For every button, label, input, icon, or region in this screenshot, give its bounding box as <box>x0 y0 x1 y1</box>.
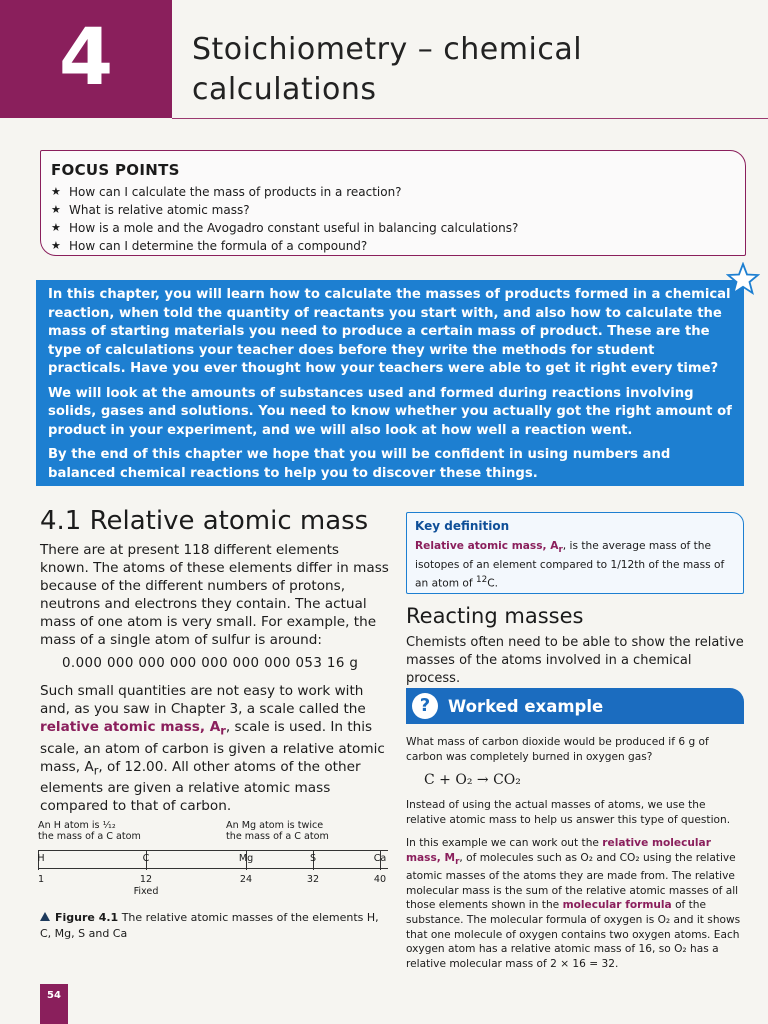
para2-text-a: Such small quantities are not easy to work with and, as you saw in Chapter 3, a scale called the <box>40 683 366 717</box>
focus-point-text: What is relative atomic mass? <box>69 203 250 217</box>
key-definition-text <box>415 539 735 592</box>
h-atom-note-line1: An H atom is ¹⁄₁₂ <box>38 820 116 831</box>
star-bullet-icon: ★ <box>51 239 61 252</box>
relative-atomic-mass-term <box>40 719 226 738</box>
fixed-label: Fixed <box>133 886 159 897</box>
triangle-caption-icon <box>40 912 50 921</box>
para2-text-b: , scale is used. In this scale, an atom of carbon is given a relative atomic mass, A <box>40 719 385 775</box>
focus-point-text: How can I determine the formula of a compound? <box>69 239 368 253</box>
molecular-formula-term: molecular formula <box>562 899 672 912</box>
star-bullet-icon: ★ <box>51 203 61 216</box>
sulfur-atom-mass: 0.000 000 000 000 000 000 000 053 16 g <box>62 656 359 671</box>
star-bullet-icon: ★ <box>51 221 61 234</box>
focus-point <box>51 237 745 255</box>
element-label-ca: Ca <box>373 853 387 864</box>
mass-value-h: 1 <box>37 874 45 885</box>
caption-text: The relative atomic masses of the elements H, C, Mg, S and Ca <box>40 911 379 940</box>
mg-atom-note-line2: the mass of a C atom <box>226 831 329 842</box>
key-definition-box <box>406 512 744 594</box>
chapter-number: 4 <box>58 13 114 103</box>
para2-text-a: In this example we can work out the <box>406 837 603 849</box>
worked-example-title: Worked example <box>448 697 604 716</box>
section-title: 4.1 Relative atomic mass <box>40 506 369 536</box>
ar-subscript: r <box>93 763 99 778</box>
page-number: 54 <box>40 984 68 1024</box>
key-definition-term <box>415 540 563 556</box>
mass-value-ca: 40 <box>373 874 387 885</box>
mass-value-s: 32 <box>306 874 320 885</box>
isotope-element: C. <box>487 577 498 590</box>
intro-paragraph: We will look at the amounts of substances used and formed during reactions involving solids, gases and solutions. You need to know whether you actually got the right amount of product in your experiment, and we will also look at how well a reaction went. <box>48 385 732 438</box>
mass-value-mg: 24 <box>239 874 253 885</box>
element-label-h: H <box>37 853 45 864</box>
worked-example-question: What mass of carbon dioxide would be produced if 6 g of carbon was completely burned in oxygen gas? <box>406 736 709 763</box>
focus-point <box>51 201 745 219</box>
element-label-s: S <box>309 853 317 864</box>
reacting-masses-text: Chemists often need to be able to show the relative masses of the atoms involved in a chemical process. <box>406 635 744 686</box>
term-subscript: r <box>558 545 563 556</box>
chapter-title-line1: Stoichiometry – chemical <box>192 32 583 67</box>
star-bullet-icon: ★ <box>51 185 61 198</box>
para2-text-b: , of molecules such as O₂ and CO₂ using the relative atomic masses of the atoms they are made from. The relative molecular mass is the sum of the relative atomic masses of all those elements shown in the <box>406 851 739 912</box>
caption-label: Figure 4.1 <box>55 911 119 924</box>
intro-paragraph: By the end of this chapter we hope that you will be confident in using numbers and balanced chemical reactions to help you to discover these things. <box>48 447 671 481</box>
focus-points-list <box>41 183 745 255</box>
mg-atom-note <box>226 820 329 842</box>
focus-point-text: How is a mole and the Avogadro constant useful in balancing calculations? <box>69 221 519 235</box>
figure-caption <box>40 910 380 942</box>
para2-text-c: , of 12.00. All other atoms of the other elements are given a relative atomic mass compared to that of carbon. <box>40 758 361 815</box>
mass-scale-line <box>38 868 388 869</box>
chapter-title <box>192 30 752 110</box>
star-outline-icon <box>726 262 760 296</box>
focus-points-box <box>40 150 746 256</box>
isotope-superscript: 12 <box>475 575 488 586</box>
term-subscript: r <box>455 856 460 867</box>
definition-body: , is the average mass of the isotopes of an element compared to 1/12th of the mass of an atom of <box>415 540 725 590</box>
element-label-mg: Mg <box>238 853 254 864</box>
section-paragraph-1: There are at present 118 different elements known. The atoms of these elements differ in mass because of the different numbers of protons, neutrons and electrons they contain. The actual mass of one atom is very small. For example, the mass of a single atom of sulfur is around: <box>40 542 389 648</box>
focus-point <box>51 219 745 237</box>
element-label-c: C <box>142 853 150 864</box>
focus-point <box>51 183 745 201</box>
para2-text-c: of the substance. The molecular formula of oxygen is O₂ and it shows that one molecule of oxygen contains two oxygen atoms. Each oxygen atom has a relative atomic mass of 16, so O₂ has a relative molecular mass of 2 × 16 = 32. <box>406 899 741 970</box>
reacting-masses-title: Reacting masses <box>406 604 584 628</box>
section-paragraph-2 <box>40 682 390 815</box>
question-mark-icon: ? <box>412 693 438 719</box>
element-scale-line <box>38 850 388 851</box>
term-subscript: r <box>220 723 226 738</box>
h-atom-note <box>38 820 141 842</box>
chapter-intro-box <box>36 280 744 486</box>
chapter-rule <box>172 118 768 119</box>
worked-example-paragraph-2 <box>406 836 746 971</box>
worked-example-paragraph-1: Instead of using the actual masses of atoms, we use the relative atomic mass to help us answer this type of question. <box>406 799 731 826</box>
intro-paragraph: In this chapter, you will learn how to calculate the masses of products formed in a chemical reaction, when told the quantity of reactants you start with, and also how to calculate the mass of starting materials you need to produce a certain mass of product. These are the type of calculations your teacher does before they write the methods for student practicals. Have you ever thought how your teachers were able to get it right every time? <box>48 287 731 376</box>
key-definition-heading: Key definition <box>415 519 510 533</box>
h-atom-note-line2: the mass of a C atom <box>38 831 141 842</box>
combustion-equation: C + O₂ → CO₂ <box>424 772 521 788</box>
mg-atom-note-line1: An Mg atom is twice <box>226 820 324 831</box>
term-text: Relative atomic mass, A <box>415 540 559 552</box>
term-text: relative molecular mass, M <box>406 837 711 864</box>
focus-points-heading: FOCUS POINTS <box>51 161 180 179</box>
mass-value-c: 12 <box>139 874 153 885</box>
focus-point-text: How can I calculate the mass of products in a reaction? <box>69 185 402 199</box>
chapter-title-line2: calculations <box>192 72 377 107</box>
term-text: relative atomic mass, A <box>40 719 221 735</box>
